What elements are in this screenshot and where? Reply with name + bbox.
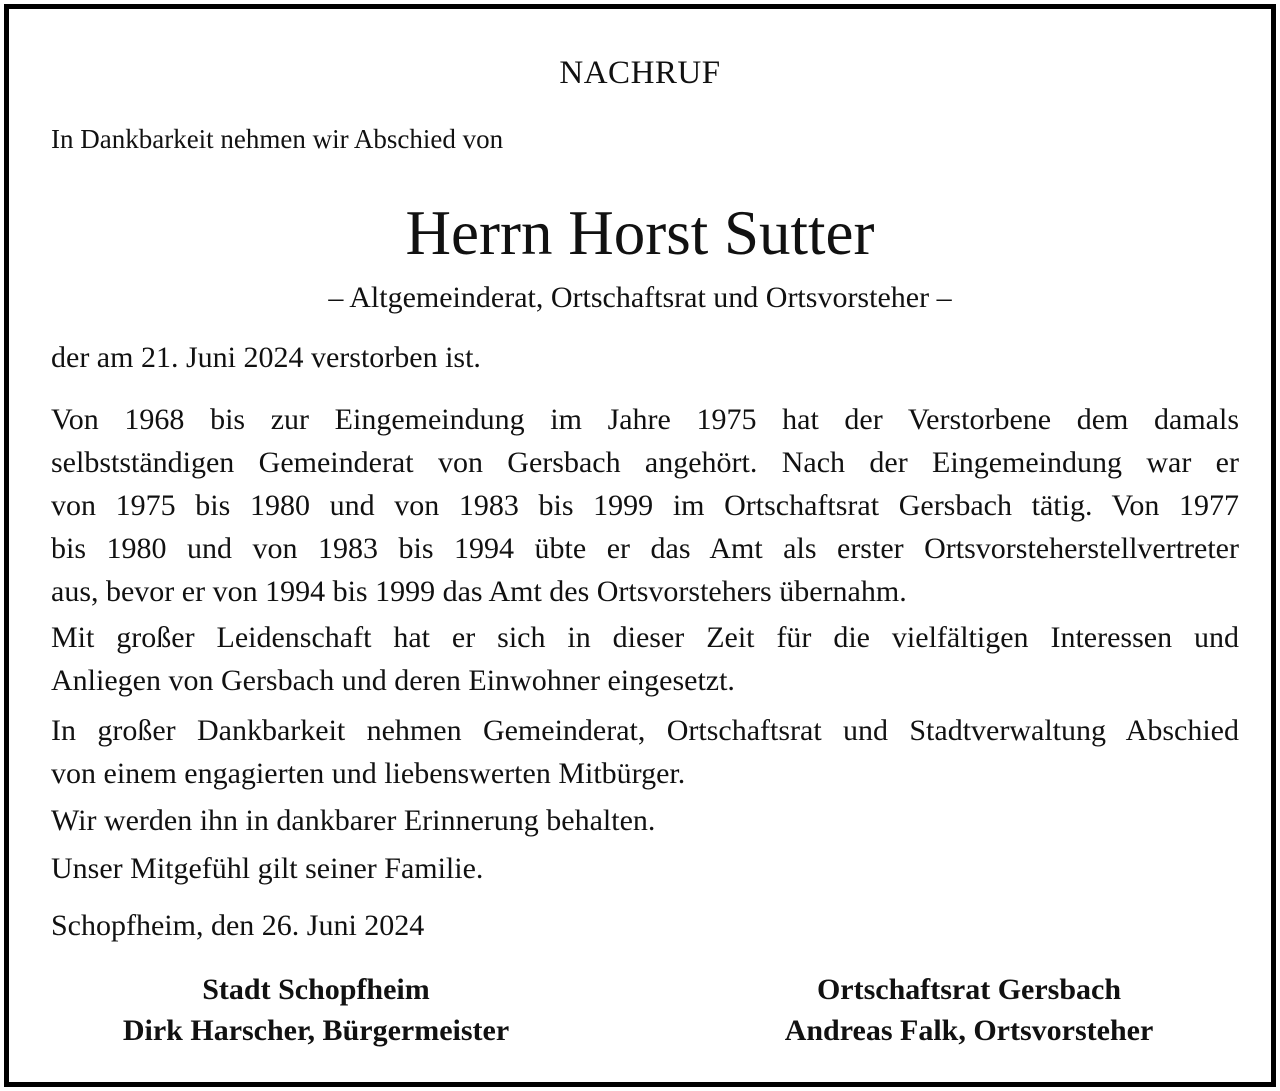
paragraph-line: bis 1980 und von 1983 bis 1994 übte er das Amt als erster Ortsvorsteherstellvertreter — [51, 532, 1239, 565]
paragraph-line: aus, bevor er von 1994 bis 1999 das Amt des Ortsvorstehers übernahm. — [51, 575, 907, 608]
signatory-organization: Stadt Schopfheim — [202, 973, 430, 1006]
place-date: Schopfheim, den 26. Juni 2024 — [51, 909, 425, 942]
paragraph-line: In großer Dankbarkeit nehmen Gemeinderat, Ortschaftsrat und Stadtverwaltung Abschied — [51, 714, 1239, 747]
paragraph-line: von einem engagierten und liebenswerten Mitbürger. — [51, 757, 686, 790]
intro-text: In Dankbarkeit nehmen wir Abschied von — [51, 124, 504, 154]
paragraph-gratitude — [51, 709, 1239, 795]
remembrance-line: Wir werden ihn in dankbarer Erinnerung behalten. — [51, 804, 656, 837]
obituary-notice — [4, 4, 1276, 1087]
sympathy-line: Unser Mitgefühl gilt seiner Familie. — [51, 852, 484, 885]
signatory-city — [69, 969, 563, 1051]
death-date-line: der am 21. Juni 2024 verstorben ist. — [51, 341, 481, 374]
paragraph-line: von 1975 bis 1980 und von 1983 bis 1999 im Ortschaftsrat Gersbach tätig. Von 1977 — [51, 489, 1239, 522]
notice-heading: NACHRUF — [559, 55, 721, 91]
paragraph-line: Von 1968 bis zur Eingemeindung im Jahre 1975 hat der Verstorbene dem damals — [51, 403, 1239, 436]
signatory-person: Dirk Harscher, Bürgermeister — [122, 1014, 510, 1047]
paragraph-passion — [51, 616, 1239, 702]
paragraph-line: Mit großer Leidenschaft hat er sich in dieser Zeit für die vielfältigen Interessen und — [51, 621, 1239, 654]
signatory-council — [699, 969, 1239, 1051]
deceased-roles: – Altgemeinderat, Ortschaftsrat und Ortsvorsteher – — [328, 281, 952, 314]
paragraph-career — [51, 398, 1239, 613]
paragraph-line: selbstständigen Gemeinderat von Gersbach angehört. Nach der Eingemeindung war er — [51, 446, 1239, 479]
signatory-person: Andreas Falk, Ortsvorsteher — [784, 1014, 1154, 1047]
deceased-name: Herrn Horst Sutter — [405, 198, 875, 268]
signatory-organization: Ortschaftsrat Gersbach — [816, 973, 1122, 1006]
paragraph-line: Anliegen von Gersbach und deren Einwohner eingesetzt. — [51, 664, 735, 697]
